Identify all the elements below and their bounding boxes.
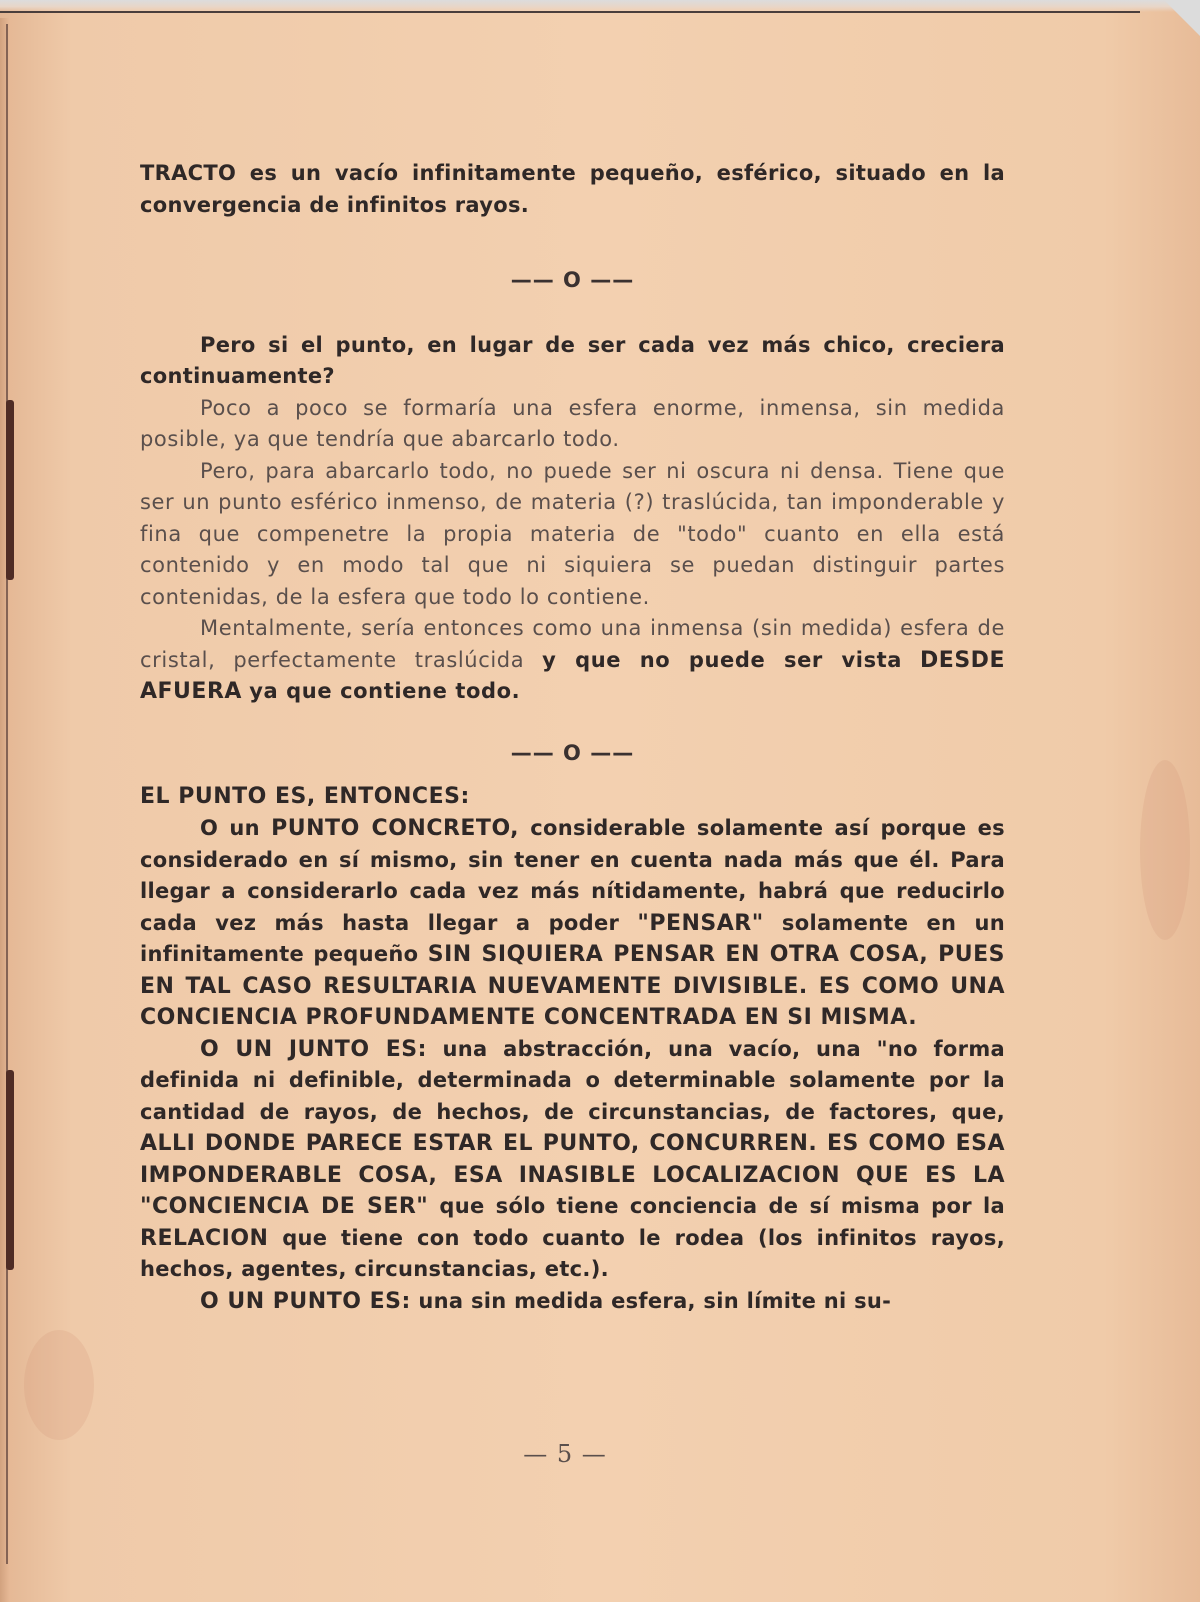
paragraph-question: Pero si el punto, en lugar de ser cada vez más chico, creciera continuamente?	[140, 332, 1005, 388]
text-run: una abstracción, una vacío, una "no forma definida ni definible, determinada o determinable solamente por la cantidad de rayos, de hechos, de circunstancias, de factores, que,	[140, 1036, 1005, 1124]
text-run: que sólo tiene conciencia de sí misma por la	[439, 1194, 1005, 1218]
text-run: y que no puede ser vista	[542, 647, 903, 672]
text-run: ya que contiene todo.	[249, 679, 521, 703]
page-number: — 5 —	[523, 1440, 607, 1468]
text-run: O un	[200, 816, 260, 840]
section-divider: —— O ——	[510, 740, 635, 765]
text-run: solamente en un infinitamente pequeño	[140, 910, 1005, 966]
paragraph-mentalmente	[140, 613, 1005, 708]
page-text	[140, 158, 1005, 1317]
page-binding-edge	[0, 18, 16, 1602]
paragraph-abarcarlo: Pero, para abarcarlo todo, no puede ser ni oscura ni densa. Tiene que ser un punto esférico inmenso, de materia (?) traslúcida, tan imponderable y fina que compenetre la propia materia de "todo" cuanto en ella está contenido y en modo tal que ni siquiera se puedan distinguir partes contenidas, de la esfera que todo lo contiene.	[140, 458, 1005, 609]
text-run: considerable solamente así porque es considerado en sí mismo, sin tener en cuenta nada más que él. Para llegar a considerarlo cada vez más nítidamente, habrá que reducirlo cada vez más hasta llegar a poder	[140, 816, 1005, 935]
text-run: que tiene con todo cuanto le rodea (los infinitos rayos, hechos, agentes, circunstancias, etc.).	[140, 1225, 1005, 1281]
paragraph-esfera-sin-medida	[140, 1286, 1005, 1318]
paragraph-punto-concreto	[140, 813, 1005, 1034]
emphasis-caps: O UN PUNTO ES:	[200, 1288, 411, 1314]
emphasis-caps: SIN SIQUIERA PENSAR EN OTRA COSA, PUES EN TAL CASO RESULTARIA NUEVAMENTE DIVISIBLE. ES COMO UNA CONCIENCIA PROFUNDAMENTE CONCENTRADA EN SI MISMA.	[140, 942, 1006, 1030]
emphasis-caps: DESDE AFUERA	[140, 647, 1005, 704]
emphasis-caps: "PENSAR"	[637, 910, 764, 936]
page-corner	[1164, 0, 1200, 36]
emphasis-caps: RELACION	[140, 1225, 269, 1251]
page-binding-line	[6, 24, 8, 1564]
section-heading: EL PUNTO ES, ENTONCES:	[140, 784, 470, 809]
emphasis-caps: O UN JUNTO ES:	[200, 1036, 427, 1062]
text-run: una sin medida esfera, sin límite ni su-	[418, 1288, 892, 1313]
binding-mark	[6, 1070, 14, 1270]
paper-stain	[1140, 760, 1190, 940]
paper-stain	[24, 1330, 94, 1440]
binding-mark	[6, 400, 14, 580]
paragraph-tracto: TRACTO es un vacío infinitamente pequeño, esférico, situado en la convergencia de infinitos rayos.	[140, 161, 1005, 217]
paragraph-esfera: Poco a poco se formaría una esfera enorme, inmensa, sin medida posible, ya que tendría que abarcarlo todo.	[140, 395, 1005, 451]
page-top-shadow-line	[0, 11, 1140, 13]
paragraph-abstraccion	[140, 1034, 1005, 1286]
section-divider: —— O ——	[510, 268, 635, 292]
text-run: Mentalmente, sería entonces como una inmensa (sin medida) esfera de cristal, perfectamente traslúcida	[140, 616, 1005, 672]
emphasis-caps: ALLI DONDE PARECE ESTAR EL PUNTO, CONCURREN. ES COMO ESA IMPONDERABLE COSA, ESA INASIBLE LOCALIZACION QUE ES LA "CONCIENCIA DE SER"	[140, 1131, 1005, 1219]
emphasis-caps: PUNTO CONCRETO,	[271, 816, 520, 841]
